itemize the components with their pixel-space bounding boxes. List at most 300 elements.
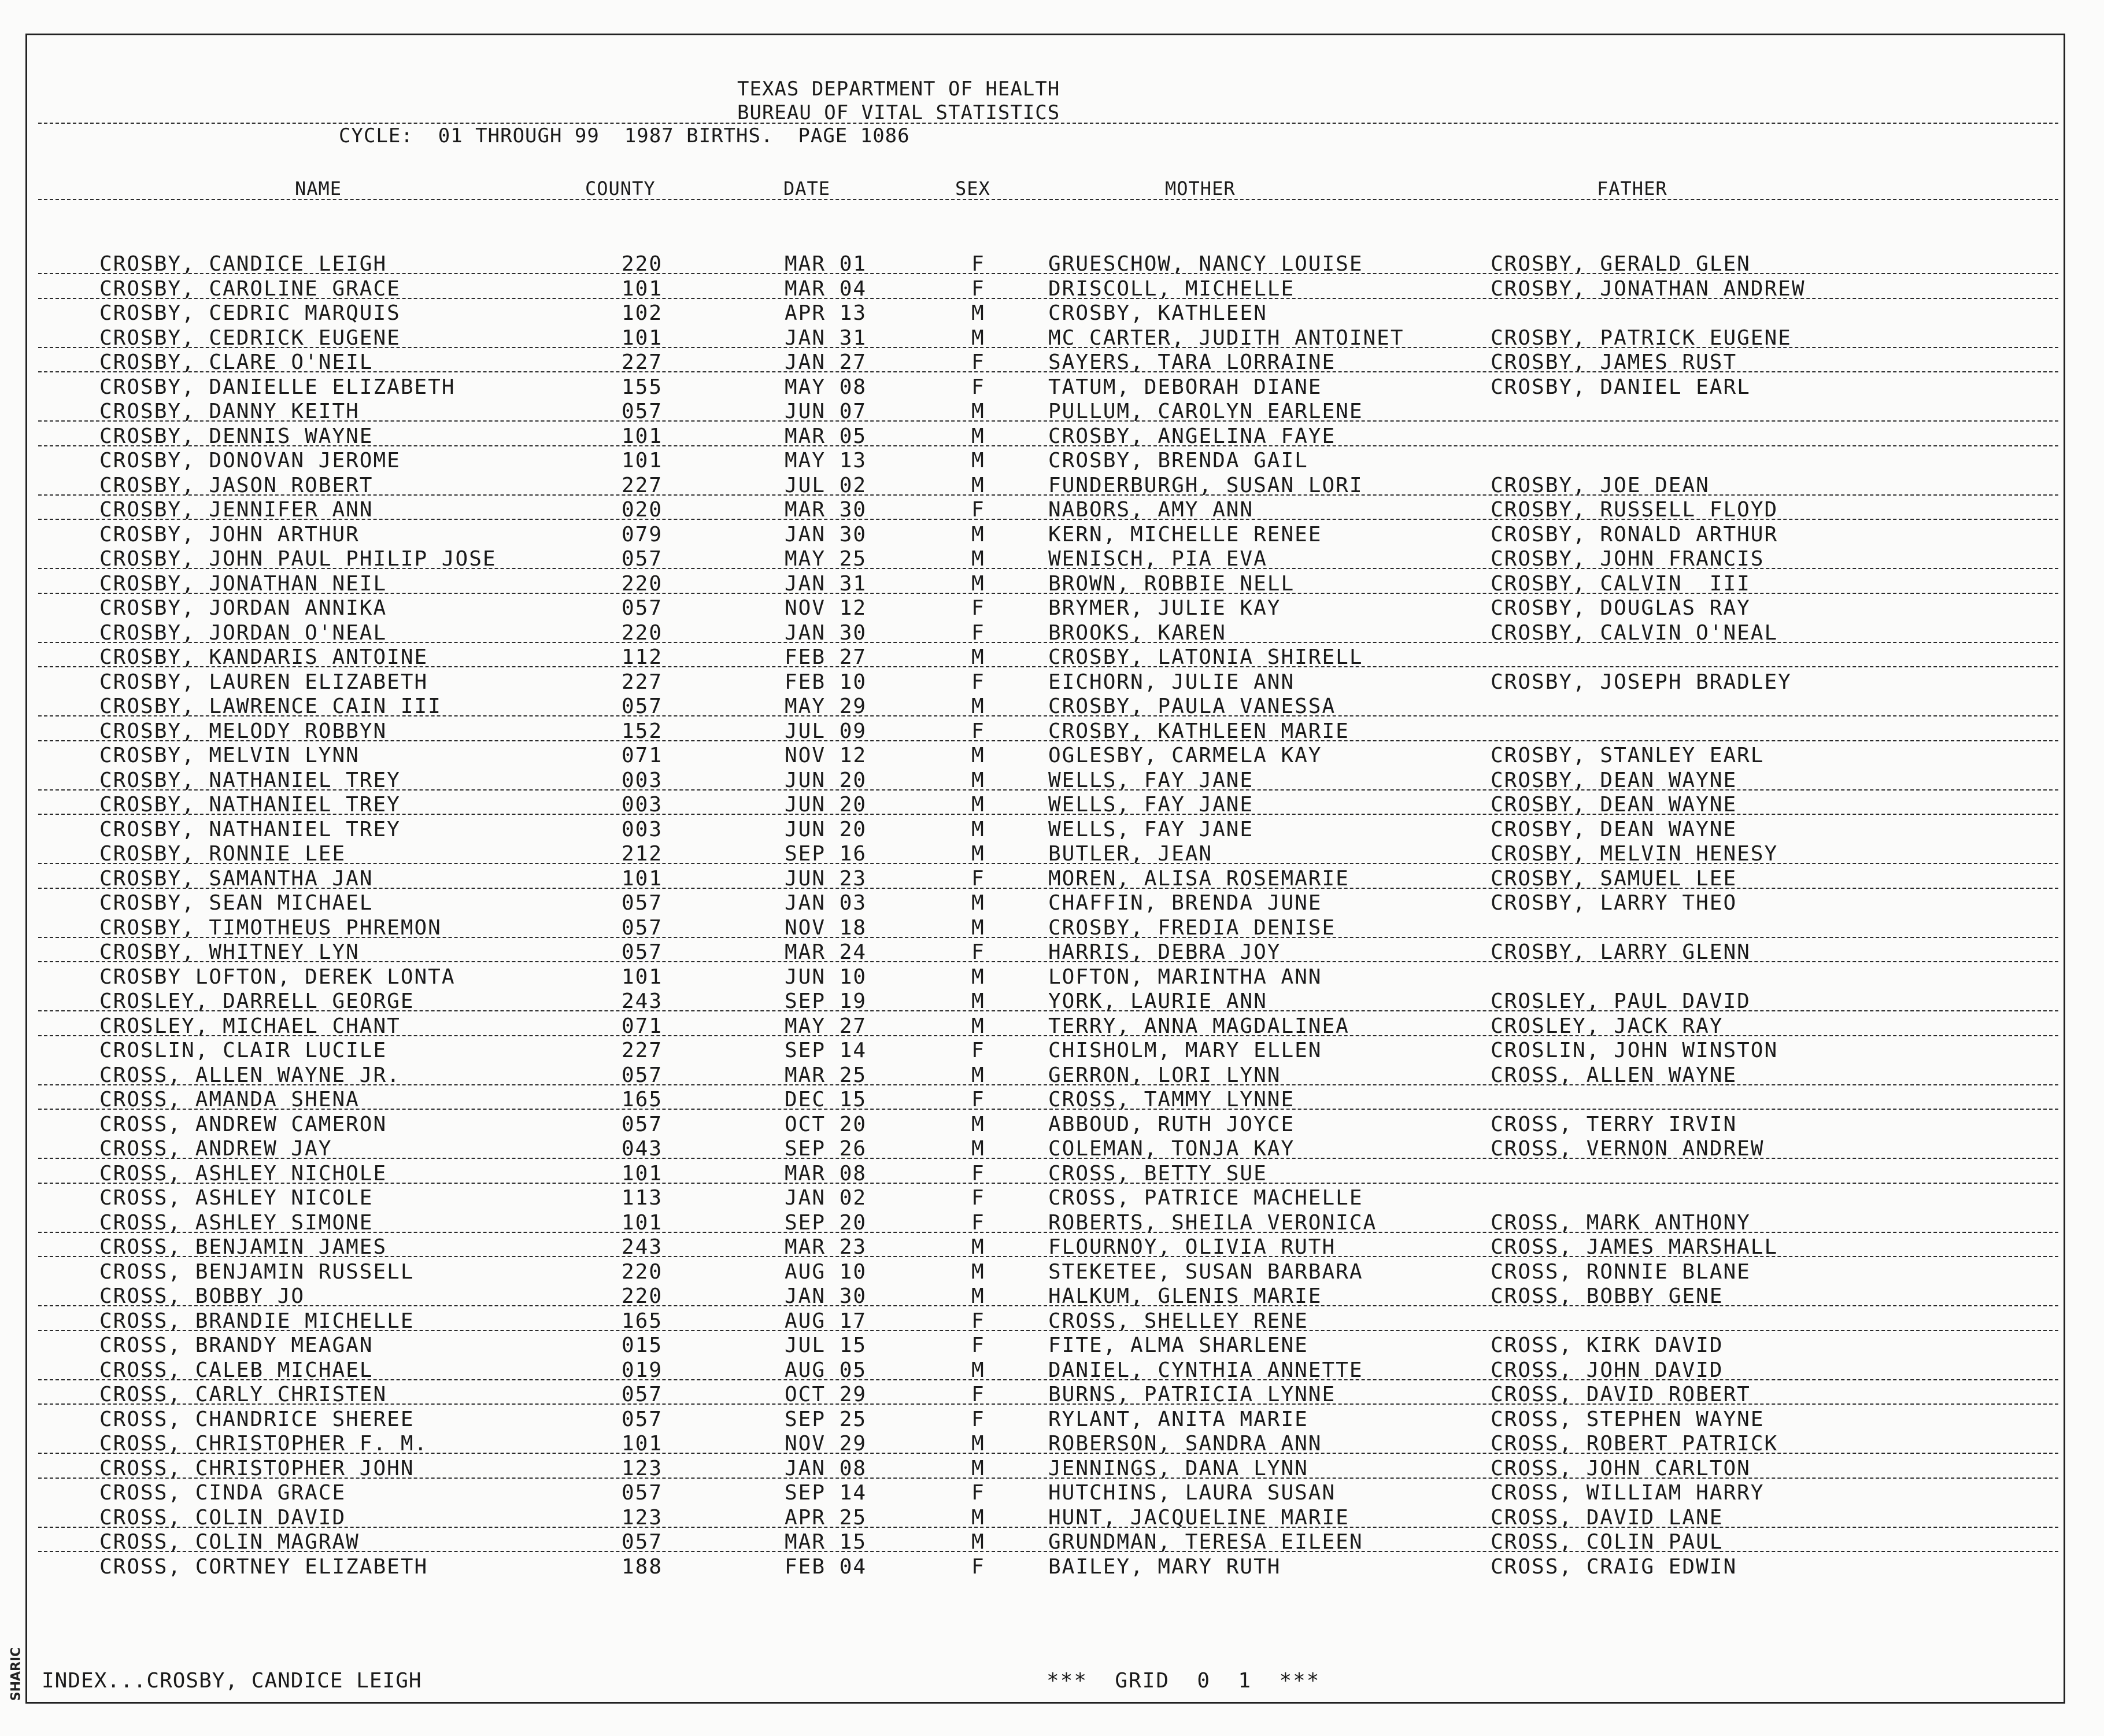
cell-sex: M (971, 1063, 985, 1087)
row-divider (38, 1551, 2058, 1552)
cell-father: CROSBY, CALVIN III (1491, 571, 1751, 596)
cell-date: SEP 14 (785, 1039, 867, 1062)
cell-father: CROSBY, JAMES RUST (1491, 350, 1737, 374)
cell-sex: M (971, 915, 985, 940)
table-row (0, 375, 2104, 400)
cell-county: 227 (622, 473, 663, 497)
cell-sex: F (971, 375, 985, 399)
cell-name: CROSBY, SEAN MICHAEL (99, 891, 374, 915)
cell-sex: F (971, 1407, 985, 1431)
cell-name: CROSS, ASHLEY NICOLE (99, 1186, 374, 1210)
cell-date: FEB 10 (785, 670, 867, 694)
row-divider (38, 961, 2058, 962)
cell-mother: SAYERS, TARA LORRAINE (1048, 350, 1336, 374)
cell-name: CROSBY, DENNIS WAYNE (99, 424, 374, 448)
cell-mother: RYLANT, ANITA MARIE (1048, 1407, 1308, 1431)
cell-father: CROSS, CRAIG EDWIN (1491, 1554, 1737, 1579)
cell-sex: F (971, 1088, 985, 1111)
row-divider (38, 445, 2058, 446)
cell-mother: FLOURNOY, OLIVIA RUTH (1048, 1235, 1336, 1259)
cell-mother: ABBOUD, RUTH JOYCE (1048, 1112, 1295, 1136)
cell-county: 243 (622, 989, 663, 1013)
column-header-mother: MOTHER (1165, 178, 1236, 200)
table-row (0, 449, 2104, 473)
row-divider (38, 1183, 2058, 1184)
cell-date: JAN 03 (785, 891, 867, 915)
cell-mother: YORK, LAURIE ANN (1048, 989, 1267, 1013)
cell-name: CROSS, CHRISTOPHER JOHN (99, 1456, 415, 1480)
cell-county: 113 (622, 1186, 663, 1210)
cell-county: 123 (622, 1505, 663, 1530)
cell-sex: F (971, 1383, 985, 1406)
cell-name: CROSS, CHRISTOPHER F. M. (99, 1432, 428, 1456)
row-divider (38, 1330, 2058, 1331)
cell-date: JAN 31 (785, 326, 867, 350)
cell-sex: F (971, 252, 985, 276)
cell-mother: ROBERTS, SHEILA VERONICA (1048, 1210, 1377, 1235)
cell-date: JAN 02 (785, 1186, 867, 1210)
cell-county: 101 (622, 424, 663, 448)
row-divider (38, 666, 2058, 667)
cell-county: 003 (622, 817, 663, 841)
cell-date: MAY 08 (785, 375, 867, 399)
cell-date: MAR 05 (785, 424, 867, 448)
cell-date: AUG 05 (785, 1358, 867, 1382)
side-stamp: SHARIC (9, 1647, 24, 1701)
cell-sex: M (971, 1505, 985, 1530)
cell-name: CROSBY, JORDAN O'NEAL (99, 620, 387, 645)
cell-sex: F (971, 1161, 985, 1185)
cell-date: NOV 12 (785, 744, 867, 767)
cell-mother: DANIEL, CYNTHIA ANNETTE (1048, 1358, 1363, 1382)
cell-name: CROSBY, JENNIFER ANN (99, 498, 374, 522)
cell-mother: BROOKS, KAREN (1048, 620, 1226, 645)
cell-county: 057 (622, 400, 663, 423)
cell-father: CROSBY, GERALD GLEN (1491, 252, 1751, 276)
cell-name: CROSBY, MELVIN LYNN (99, 744, 360, 767)
cell-county: 165 (622, 1088, 663, 1111)
cell-date: SEP 20 (785, 1210, 867, 1235)
cell-name: CROSS, CORTNEY ELIZABETH (99, 1554, 428, 1579)
cell-mother: GRUESCHOW, NANCY LOUISE (1048, 252, 1363, 276)
cell-mother: KERN, MICHELLE RENEE (1048, 522, 1322, 546)
cell-name: CROSS, AMANDA SHENA (99, 1088, 360, 1111)
cell-name: CROSBY, LAUREN ELIZABETH (99, 670, 428, 694)
column-header-county: COUNTY (585, 178, 656, 200)
cell-sex: F (971, 1554, 985, 1579)
cell-father: CROSS, WILLIAM HARRY (1491, 1481, 1765, 1505)
row-divider (38, 937, 2058, 938)
cell-father: CROSBY, DANIEL EARL (1491, 375, 1751, 399)
cell-father: CROSBY, JONATHAN ANDREW (1491, 276, 1806, 301)
cell-date: MAR 25 (785, 1063, 867, 1087)
cell-sex: F (971, 620, 985, 645)
cell-mother: CROSBY, KATHLEEN MARIE (1048, 719, 1349, 743)
cell-county: 102 (622, 301, 663, 325)
cell-date: SEP 26 (785, 1137, 867, 1161)
cell-county: 243 (622, 1235, 663, 1259)
cell-father: CROSS, VERNON ANDREW (1491, 1137, 1765, 1161)
cell-name: CROSBY, JOHN PAUL PHILIP JOSE (99, 547, 497, 571)
cell-name: CROSBY, JONATHAN NEIL (99, 571, 387, 596)
cell-mother: OGLESBY, CARMELA KAY (1048, 744, 1322, 767)
cell-sex: M (971, 571, 985, 596)
cell-date: JAN 27 (785, 350, 867, 374)
cell-name: CROSBY, LAWRENCE CAIN III (99, 695, 442, 718)
cell-sex: M (971, 1284, 985, 1308)
cell-county: 057 (622, 596, 663, 620)
table-row (0, 891, 2104, 915)
cell-county: 043 (622, 1137, 663, 1161)
cell-sex: M (971, 645, 985, 669)
cell-date: MAR 15 (785, 1530, 867, 1554)
row-divider (38, 888, 2058, 889)
cell-mother: MC CARTER, JUDITH ANTOINET (1048, 326, 1404, 350)
cell-mother: GRUNDMAN, TERESA EILEEN (1048, 1530, 1363, 1554)
cell-mother: BURNS, PATRICIA LYNNE (1048, 1383, 1336, 1406)
cell-father: CROSS, DAVID ROBERT (1491, 1383, 1751, 1406)
cell-mother: ROBERSON, SANDRA ANN (1048, 1432, 1322, 1456)
cell-sex: M (971, 1137, 985, 1161)
cell-sex: M (971, 301, 985, 325)
row-divider (38, 347, 2058, 348)
cell-name: CROSBY, DONOVAN JEROME (99, 449, 401, 472)
cell-date: MAR 24 (785, 940, 867, 964)
cell-father: CROSBY, JOHN FRANCIS (1491, 547, 1765, 571)
cell-sex: F (971, 1309, 985, 1333)
cell-sex: M (971, 695, 985, 718)
cell-county: 057 (622, 915, 663, 940)
row-divider (38, 715, 2058, 716)
cell-county: 057 (622, 695, 663, 718)
cell-mother: TERRY, ANNA MAGDALINEA (1048, 1014, 1349, 1038)
cell-name: CROSS, CINDA GRACE (99, 1481, 346, 1505)
row-divider (38, 642, 2058, 643)
cell-father: CROSBY, JOSEPH BRADLEY (1491, 670, 1792, 694)
cell-sex: M (971, 1112, 985, 1136)
row-divider (38, 1403, 2058, 1405)
cell-name: CROSS, COLIN DAVID (99, 1505, 346, 1530)
row-divider (38, 1035, 2058, 1036)
cell-county: 101 (622, 326, 663, 350)
cell-mother: FUNDERBURGH, SUSAN LORI (1048, 473, 1363, 497)
cell-mother: BAILEY, MARY RUTH (1048, 1554, 1281, 1579)
cell-date: JAN 30 (785, 1284, 867, 1308)
cell-county: 227 (622, 1039, 663, 1062)
cell-mother: WELLS, FAY JANE (1048, 817, 1254, 841)
cell-name: CROSS, BRANDY MEAGAN (99, 1334, 374, 1357)
cell-father: CROSBY, RONALD ARTHUR (1491, 522, 1778, 546)
cell-date: JUN 20 (785, 768, 867, 792)
cell-father: CROSBY, SAMUEL LEE (1491, 866, 1737, 891)
cell-sex: M (971, 522, 985, 546)
row-divider (38, 814, 2058, 815)
cell-mother: CROSBY, FREDIA DENISE (1048, 915, 1336, 940)
cell-county: 057 (622, 940, 663, 964)
cell-date: JUL 15 (785, 1334, 867, 1357)
cell-father: CROSS, DAVID LANE (1491, 1505, 1724, 1530)
table-row (0, 301, 2104, 326)
cell-father: CROSBY, DOUGLAS RAY (1491, 596, 1751, 620)
cell-county: 212 (622, 842, 663, 866)
footer-grid: *** GRID 0 1 *** (1047, 1669, 1321, 1693)
cell-mother: STEKETEE, SUSAN BARBARA (1048, 1259, 1363, 1284)
cell-name: CROSBY, SAMANTHA JAN (99, 866, 374, 891)
cell-name: CROSBY, NATHANIEL TREY (99, 817, 401, 841)
cell-sex: F (971, 596, 985, 620)
cell-date: MAY 25 (785, 547, 867, 571)
cell-sex: M (971, 1235, 985, 1259)
footer-index: INDEX...CROSBY, CANDICE LEIGH (42, 1669, 422, 1693)
cell-county: 101 (622, 276, 663, 301)
cell-name: CROSBY, NATHANIEL TREY (99, 793, 401, 817)
cell-county: 220 (622, 252, 663, 276)
row-divider (38, 1084, 2058, 1085)
row-divider (38, 298, 2058, 299)
cell-name: CROSBY, JASON ROBERT (99, 473, 374, 497)
cell-name: CROSBY, MELODY ROBBYN (99, 719, 387, 743)
cell-date: FEB 04 (785, 1554, 867, 1579)
cell-sex: F (971, 498, 985, 522)
cell-mother: CHAFFIN, BRENDA JUNE (1048, 891, 1322, 915)
cell-date: JAN 08 (785, 1456, 867, 1480)
cell-name: CROSBY, JORDAN ANNIKA (99, 596, 387, 620)
cell-father: CROSBY, CALVIN O'NEAL (1491, 620, 1778, 645)
row-divider (38, 568, 2058, 569)
cell-sex: F (971, 1334, 985, 1357)
cell-name: CROSLEY, MICHAEL CHANT (99, 1014, 401, 1038)
cell-date: AUG 10 (785, 1259, 867, 1284)
cell-date: NOV 18 (785, 915, 867, 940)
cell-sex: M (971, 1432, 985, 1456)
cell-father: CROSS, ALLEN WAYNE (1491, 1063, 1737, 1087)
cell-date: MAY 13 (785, 449, 867, 472)
cell-county: 057 (622, 1112, 663, 1136)
cell-county: 057 (622, 891, 663, 915)
table-row (0, 1481, 2104, 1505)
cell-name: CROSBY, CEDRICK EUGENE (99, 326, 401, 350)
table-row (0, 1113, 2104, 1137)
cell-date: JUL 02 (785, 473, 867, 497)
row-divider (38, 593, 2058, 594)
table-row (0, 596, 2104, 620)
cell-mother: CROSS, PATRICE MACHELLE (1048, 1186, 1363, 1210)
cell-date: NOV 12 (785, 596, 867, 620)
cell-date: JUN 07 (785, 400, 867, 423)
cell-county: 220 (622, 1284, 663, 1308)
cell-sex: F (971, 866, 985, 891)
table-row (0, 1555, 2104, 1579)
cell-mother: GERRON, LORI LYNN (1048, 1063, 1281, 1087)
cell-sex: M (971, 842, 985, 866)
cell-date: JUN 20 (785, 793, 867, 817)
cell-name: CROSBY, CAROLINE GRACE (99, 276, 401, 301)
table-row (0, 744, 2104, 768)
cell-date: JAN 30 (785, 522, 867, 546)
cell-name: CROSBY, DANIELLE ELIZABETH (99, 375, 456, 399)
cell-county: 057 (622, 1063, 663, 1087)
table-row (0, 818, 2104, 842)
cell-date: MAR 23 (785, 1235, 867, 1259)
cell-father: CROSS, COLIN PAUL (1491, 1530, 1724, 1554)
cell-mother: BUTLER, JEAN (1048, 842, 1213, 866)
cell-county: 057 (622, 547, 663, 571)
cell-father: CROSBY, LARRY THEO (1491, 891, 1737, 915)
cell-name: CROSBY, RONNIE LEE (99, 842, 346, 866)
cell-county: 057 (622, 1383, 663, 1406)
cell-name: CROSS, ANDREW CAMERON (99, 1112, 387, 1136)
cell-mother: PULLUM, CAROLYN EARLENE (1048, 400, 1363, 423)
row-divider (38, 1379, 2058, 1380)
table-row (0, 1334, 2104, 1358)
table-row (0, 1408, 2104, 1432)
cell-sex: M (971, 424, 985, 448)
cell-county: 101 (622, 449, 663, 472)
cell-sex: M (971, 768, 985, 792)
cell-mother: HUNT, JACQUELINE MARIE (1048, 1505, 1349, 1530)
cell-sex: M (971, 400, 985, 423)
cell-sex: M (971, 793, 985, 817)
cell-date: MAY 29 (785, 695, 867, 718)
cell-county: 019 (622, 1358, 663, 1382)
cell-county: 020 (622, 498, 663, 522)
cell-father: CROSS, TERRY IRVIN (1491, 1112, 1737, 1136)
report-title-line2: BUREAU OF VITAL STATISTICS (737, 101, 1060, 124)
cell-date: NOV 29 (785, 1432, 867, 1456)
cell-father: CROSBY, DEAN WAYNE (1491, 817, 1737, 841)
cell-mother: CROSBY, PAULA VANESSA (1048, 695, 1336, 718)
cell-date: JUN 20 (785, 817, 867, 841)
row-divider (38, 863, 2058, 864)
cell-father: CROSBY, RUSSELL FLOYD (1491, 498, 1778, 522)
cell-county: 003 (622, 793, 663, 817)
row-divider (38, 371, 2058, 372)
cell-date: MAR 04 (785, 276, 867, 301)
cell-county: 101 (622, 1161, 663, 1185)
cell-father: CROSS, KIRK DAVID (1491, 1334, 1724, 1357)
cell-father: CROSS, ROBERT PATRICK (1491, 1432, 1778, 1456)
cell-father: CROSS, JOHN DAVID (1491, 1358, 1724, 1382)
cell-sex: M (971, 1014, 985, 1038)
cell-name: CROSS, ANDREW JAY (99, 1137, 332, 1161)
column-header-sex: SEX (955, 178, 990, 200)
cell-mother: JENNINGS, DANA LYNN (1048, 1456, 1308, 1480)
cell-sex: M (971, 891, 985, 915)
cell-name: CROSBY, CANDICE LEIGH (99, 252, 387, 276)
cell-date: JUN 23 (785, 866, 867, 891)
cell-county: 057 (622, 1530, 663, 1554)
cell-sex: M (971, 473, 985, 497)
table-row (0, 1039, 2104, 1063)
cell-father: CROSBY, STANLEY EARL (1491, 744, 1765, 767)
cell-father: CROSS, JAMES MARSHALL (1491, 1235, 1778, 1259)
cell-date: SEP 19 (785, 989, 867, 1013)
cell-sex: F (971, 276, 985, 301)
cell-date: OCT 20 (785, 1112, 867, 1136)
cell-county: 071 (622, 1014, 663, 1038)
cell-name: CROSS, CALEB MICHAEL (99, 1358, 374, 1382)
cell-name: CROSS, COLIN MAGRAW (99, 1530, 360, 1554)
row-divider (38, 273, 2058, 274)
cell-date: MAR 01 (785, 252, 867, 276)
cell-name: CROSS, ASHLEY NICHOLE (99, 1161, 387, 1185)
cell-date: APR 25 (785, 1505, 867, 1530)
cell-mother: FITE, ALMA SHARLENE (1048, 1334, 1308, 1357)
cell-county: 220 (622, 571, 663, 596)
cell-county: 220 (622, 1259, 663, 1284)
cell-date: JUL 09 (785, 719, 867, 743)
cell-name: CROSBY, JOHN ARTHUR (99, 522, 360, 546)
row-divider (38, 1109, 2058, 1110)
cell-county: 071 (622, 744, 663, 767)
cell-name: CROSS, ASHLEY SIMONE (99, 1210, 374, 1235)
cell-mother: CROSBY, LATONIA SHIRELL (1048, 645, 1363, 669)
cell-sex: M (971, 1456, 985, 1480)
cell-date: JAN 30 (785, 620, 867, 645)
cell-county: 101 (622, 1210, 663, 1235)
cell-mother: WELLS, FAY JANE (1048, 768, 1254, 792)
cell-name: CROSS, BRANDIE MICHELLE (99, 1309, 415, 1333)
cell-name: CROSLIN, CLAIR LUCILE (99, 1039, 387, 1062)
cell-county: 015 (622, 1334, 663, 1357)
cell-sex: F (971, 670, 985, 694)
row-divider (38, 1232, 2058, 1233)
cell-mother: CROSS, TAMMY LYNNE (1048, 1088, 1295, 1111)
row-divider (38, 740, 2058, 741)
column-header-date: DATE (783, 178, 831, 200)
cell-name: CROSBY, TIMOTHEUS PHREMON (99, 915, 442, 940)
cell-mother: COLEMAN, TONJA KAY (1048, 1137, 1295, 1161)
cell-name: CROSS, BENJAMIN JAMES (99, 1235, 387, 1259)
cell-father: CROSS, STEPHEN WAYNE (1491, 1407, 1765, 1431)
table-row (0, 523, 2104, 547)
cell-county: 227 (622, 350, 663, 374)
cell-sex: M (971, 1259, 985, 1284)
table-row (0, 965, 2104, 989)
cell-date: OCT 29 (785, 1383, 867, 1406)
cell-name: CROSBY, CEDRIC MARQUIS (99, 301, 401, 325)
cell-sex: M (971, 326, 985, 350)
cell-father: CROSBY, LARRY GLENN (1491, 940, 1751, 964)
row-divider (38, 1305, 2058, 1306)
cell-name: CROSS, CARLY CHRISTEN (99, 1383, 387, 1406)
cell-name: CROSBY, WHITNEY LYN (99, 940, 360, 964)
cell-sex: M (971, 1358, 985, 1382)
cell-father: CROSBY, DEAN WAYNE (1491, 768, 1737, 792)
header-divider-1 (38, 123, 2058, 124)
header-divider-2 (38, 199, 2058, 200)
cell-father: CROSLEY, JACK RAY (1491, 1014, 1724, 1038)
cell-county: 101 (622, 1432, 663, 1456)
cell-county: 112 (622, 645, 663, 669)
cell-date: MAR 08 (785, 1161, 867, 1185)
cell-date: JUN 10 (785, 965, 867, 989)
cell-name: CROSBY LOFTON, DEREK LONTA (99, 965, 456, 989)
cell-county: 003 (622, 768, 663, 792)
cell-county: 079 (622, 522, 663, 546)
cell-mother: CROSS, SHELLEY RENE (1048, 1309, 1308, 1333)
cell-sex: F (971, 1481, 985, 1505)
cell-mother: CROSBY, BRENDA GAIL (1048, 449, 1308, 472)
cell-sex: M (971, 989, 985, 1013)
cell-sex: F (971, 719, 985, 743)
table-row (0, 1260, 2104, 1284)
cell-date: DEC 15 (785, 1088, 867, 1111)
cell-name: CROSS, CHANDRICE SHEREE (99, 1407, 415, 1431)
cell-father: CROSLEY, PAUL DAVID (1491, 989, 1751, 1013)
row-divider (38, 789, 2058, 791)
cycle-line: CYCLE: 01 THROUGH 99 1987 BIRTHS. PAGE 1086 (339, 124, 910, 147)
